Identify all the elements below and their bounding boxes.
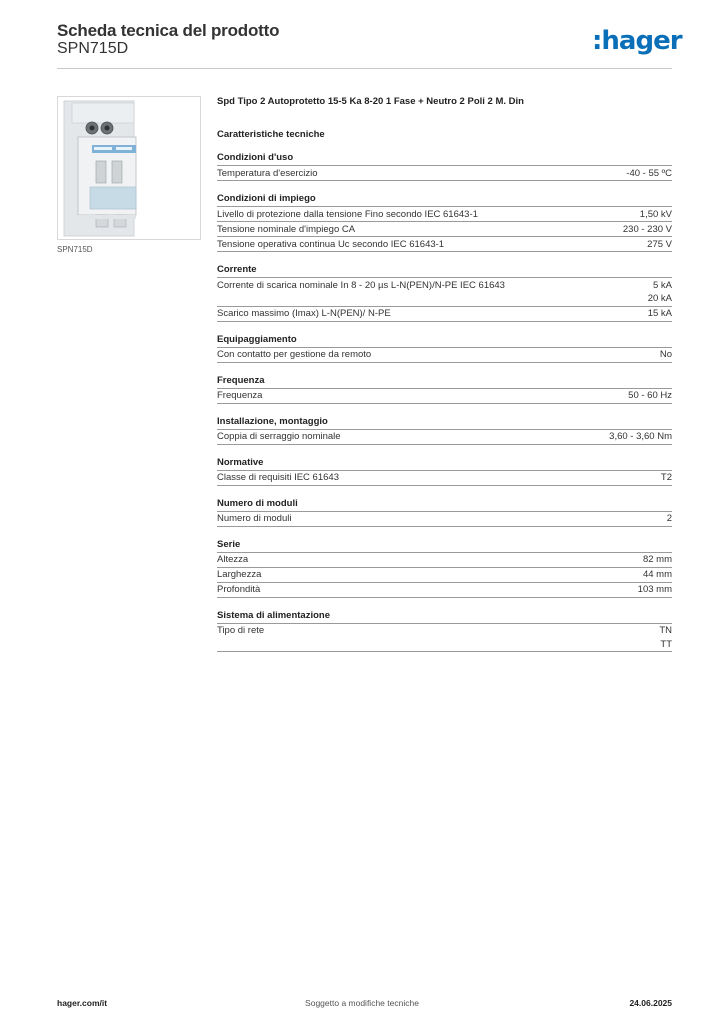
spec-value: TN	[659, 625, 672, 636]
spec-section	[217, 263, 672, 322]
spec-section	[217, 538, 672, 598]
section-title: Numero di moduli	[217, 497, 672, 512]
spec-value: 103 mm	[637, 584, 672, 595]
spec-content	[217, 95, 672, 663]
spec-row	[217, 471, 672, 486]
spec-label: Con contatto per gestione da remoto	[217, 349, 372, 360]
section-title: Frequenza	[217, 374, 672, 389]
spec-label: Tensione nominale d'impiego CA	[217, 223, 356, 235]
surge-protector-illustration	[58, 97, 200, 239]
header-divider	[57, 68, 672, 69]
product-image	[57, 96, 201, 240]
spec-value: 20 kA	[647, 293, 672, 304]
section-title: Equipaggiamento	[217, 333, 672, 348]
spec-row	[217, 166, 672, 181]
hager-logo: :hager	[592, 26, 682, 56]
spec-values	[601, 430, 672, 444]
spec-values	[618, 167, 672, 181]
spec-label: Tipo di rete	[217, 625, 265, 636]
spec-label: Coppia di serraggio nominale	[217, 431, 341, 442]
spec-row	[217, 307, 672, 322]
section-title: Condizioni d'uso	[217, 151, 672, 166]
spec-label: Livello di protezione dalla tensione Fino secondo IEC 61643-1	[217, 208, 478, 220]
spec-value: 5 kA	[652, 279, 672, 291]
section-title: Corrente	[217, 263, 672, 278]
spec-label: Numero di moduli	[217, 513, 292, 524]
footer-website: hager.com/it	[57, 998, 108, 1008]
spec-values	[620, 389, 672, 403]
spec-values	[635, 553, 672, 567]
section-title: Serie	[217, 538, 672, 553]
product-description: Spd Tipo 2 Autoprotetto 15-5 Ka 8-20 1 Fase + Neutro 2 Poli 2 M. Din	[217, 96, 524, 107]
spec-sections	[217, 151, 672, 652]
spec-value: -40 - 55 ºC	[626, 167, 672, 179]
footer-notice: Soggetto a modifiche tecniche	[305, 998, 419, 1008]
footer-date: 24.06.2025	[629, 998, 672, 1008]
spec-value: 82 mm	[642, 554, 672, 565]
spec-label: Larghezza	[217, 569, 262, 580]
page-title: Scheda tecnica del prodotto	[57, 21, 280, 40]
spec-row	[217, 568, 672, 583]
spec-value: 44 mm	[642, 569, 672, 580]
spec-value: No	[659, 349, 672, 360]
spec-row	[217, 389, 672, 404]
section-title: Normative	[217, 456, 672, 471]
spec-values	[640, 307, 672, 321]
spec-value: T2	[660, 472, 672, 483]
spec-row	[217, 512, 672, 527]
spec-values	[635, 568, 672, 582]
spec-row	[217, 583, 672, 598]
spec-row	[217, 237, 672, 252]
spec-section	[217, 333, 672, 363]
spec-value: 275 V	[647, 238, 672, 250]
spec-label: Tensione operativa continua Uc secondo IEC 61643-1	[217, 238, 445, 250]
spec-values	[639, 238, 672, 252]
spec-section	[217, 192, 672, 252]
section-title: Installazione, montaggio	[217, 415, 672, 430]
spec-value: 230 - 230 V	[622, 223, 672, 235]
spec-section	[217, 415, 672, 445]
spec-row	[217, 624, 672, 653]
spec-section	[217, 497, 672, 527]
spec-section	[217, 374, 672, 404]
spec-label: Scarico massimo (Imax) L-N(PEN)/ N-PE	[217, 308, 391, 319]
spec-value: 15 kA	[647, 308, 672, 319]
spec-section	[217, 456, 672, 486]
spec-values	[615, 223, 672, 237]
spec-values	[651, 624, 672, 651]
spec-value: 2	[666, 513, 672, 524]
spec-values	[632, 208, 672, 222]
spec-section	[217, 609, 672, 653]
spec-values	[659, 512, 672, 526]
spec-label: Corrente di scarica nominale In 8 - 20 µs L-N(PEN)/N-PE IEC 61643	[217, 279, 505, 291]
spec-values	[640, 279, 672, 306]
spec-value: 1,50 kV	[639, 208, 672, 220]
spec-section	[217, 151, 672, 181]
section-title: Condizioni di impiego	[217, 192, 672, 207]
spec-label: Frequenza	[217, 390, 263, 401]
section-title: Sistema di alimentazione	[217, 609, 672, 624]
spec-value: TT	[660, 638, 672, 650]
spec-values	[653, 471, 672, 485]
spec-value: 3,60 - 3,60 Nm	[609, 431, 672, 442]
characteristics-heading: Caratteristiche tecniche	[217, 129, 325, 140]
spec-row	[217, 207, 672, 222]
spec-row	[217, 430, 672, 445]
image-caption: SPN715D	[57, 245, 93, 254]
spec-label: Classe di requisiti IEC 61643	[217, 472, 339, 483]
spec-row	[217, 222, 672, 237]
spec-row	[217, 348, 672, 363]
spec-label: Altezza	[217, 554, 249, 565]
spec-label: Profondità	[217, 584, 261, 595]
spec-values	[630, 583, 672, 597]
spec-label: Temperatura d'esercizio	[217, 167, 318, 179]
spec-value: 50 - 60 Hz	[628, 390, 672, 401]
spec-values	[652, 348, 672, 362]
spec-row	[217, 553, 672, 568]
product-code: SPN715D	[57, 40, 129, 57]
spec-row	[217, 278, 672, 307]
